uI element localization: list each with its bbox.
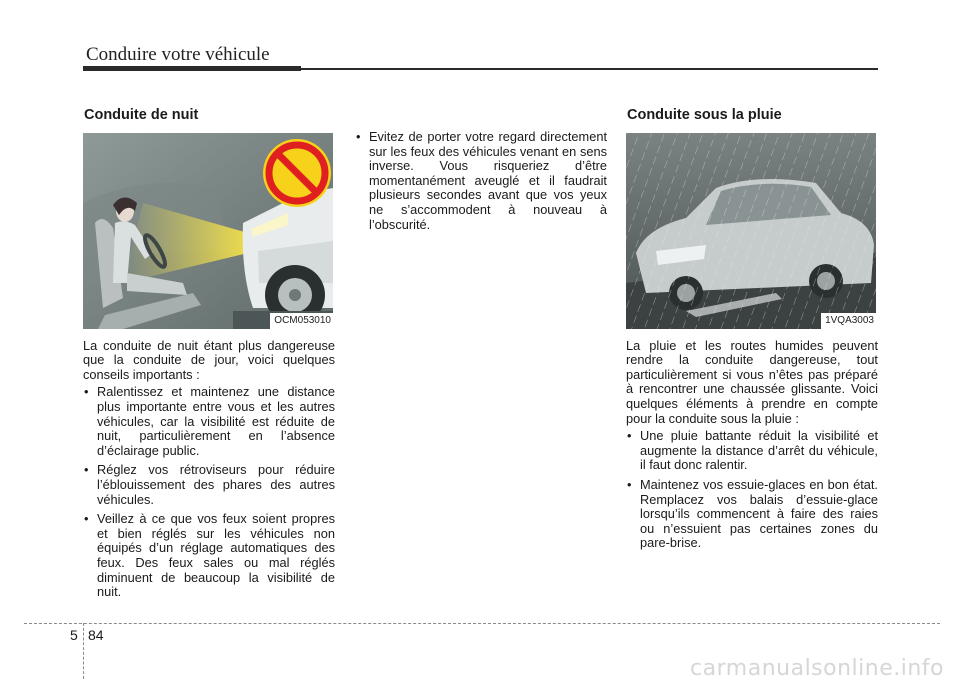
rain-driving-illustration xyxy=(626,133,876,329)
chapter-number: 5 xyxy=(70,627,78,643)
header-rule-thin xyxy=(301,68,878,70)
header-rule-thick xyxy=(83,66,301,71)
rain-bullet-2: • Maintenez vos essuie-glaces en bon état. Remplacez vos balais d’essuie-glace lorsqu’ils commencent à faire des raies ou n’essuient pas certaines zones du pare-brise. xyxy=(626,478,878,551)
page-number: 84 xyxy=(88,627,104,643)
rain-driving-section xyxy=(626,108,878,556)
night-driving-heading: Conduite de nuit xyxy=(84,107,199,123)
night-driving-continued xyxy=(355,130,607,237)
page-header-title: Conduire votre véhicule xyxy=(86,44,270,65)
night-intro-paragraph: La conduite de nuit étant plus dangereuse que la conduite de jour, voici quelques conseils importants : xyxy=(83,337,335,382)
night-bullet-1: • Ralentissez et maintenez une distance plus importante entre vous et les autres véhicules, car la visibilité est réduite de nuit, particulièrement en l’absence d’éclairage public. xyxy=(83,385,335,458)
night-driving-section xyxy=(83,108,335,605)
rain-intro-paragraph: La pluie et les routes humides peuvent rendre la conduite dangereuse, tout particulièrement si vous n’êtes pas préparé à rencontrer une chaussée glissante. Voici quelques éléments à prendre en compte pour la conduite sous la pluie : xyxy=(626,337,878,426)
rain-driving-image xyxy=(626,133,876,329)
figure-code: 1VQA3003 xyxy=(821,313,876,329)
watermark-text: carmanualsonline.info xyxy=(690,656,944,681)
rain-bullet-1: • Une pluie battante réduit la visibilité et augmente la distance d’arrêt du véhicule, il faut donc ralentir. xyxy=(626,429,878,473)
night-driving-image xyxy=(83,133,333,329)
night-bullet-2: • Réglez vos rétroviseurs pour réduire l’éblouissement des phares des autres véhicules. xyxy=(83,463,335,507)
figure-code: OCM053010 xyxy=(270,313,333,329)
rain-bullet-list xyxy=(626,429,878,551)
footer-vertical-divider xyxy=(83,623,84,679)
footer-divider xyxy=(24,623,940,624)
rain-driving-heading: Conduite sous la pluie xyxy=(627,107,782,123)
middle-bullet-1: • Evitez de porter votre regard directement sur les feux des véhicules venant en sens inverse. Vous risqueriez d’être momentanément aveuglé et il faudrait plusieurs secondes avant que vos yeux ne s’accommodent à nouveau à l’obscurité. xyxy=(355,130,607,232)
night-bullet-3: • Veillez à ce que vos feux soient propres et bien réglés sur les véhicules non équipés d’un réglage automatiques des feux. Des feux sales ou mal réglés diminuent de beaucoup la visibilité de nuit. xyxy=(83,512,335,600)
night-bullet-list xyxy=(83,385,335,599)
middle-bullet-list xyxy=(355,130,607,232)
night-driving-illustration xyxy=(83,133,333,329)
